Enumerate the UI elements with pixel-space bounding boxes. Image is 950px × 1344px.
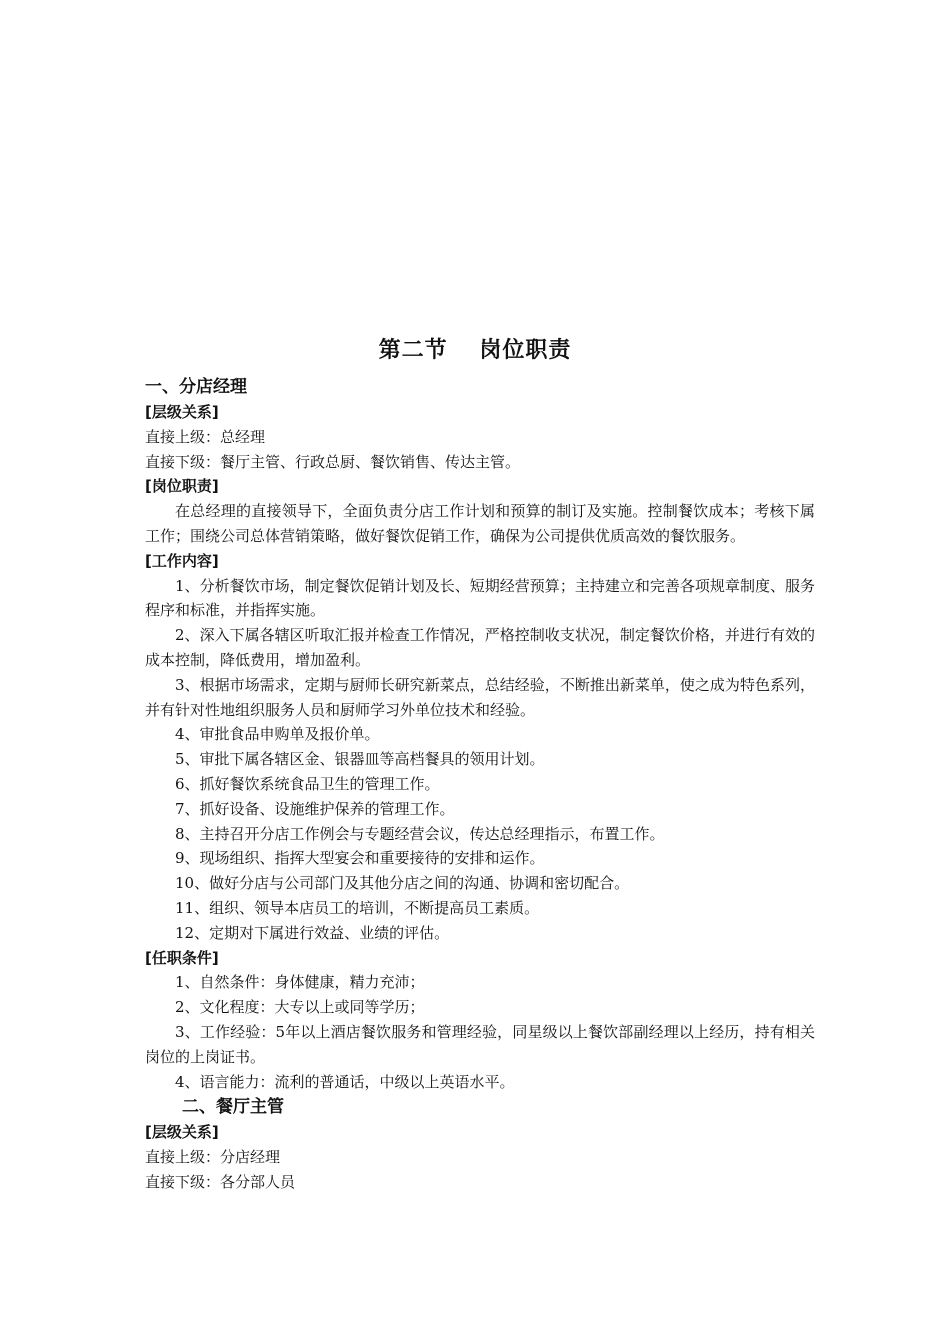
hierarchy-label: [层级关系] (145, 403, 219, 421)
direct-superior: 直接上级：分店经理 (145, 1148, 281, 1167)
requirement-item: 3、工作经验：5年以上酒店餐饮服务和管理经验，同星级以上餐饮部副经理以上经历，持有相关岗位的上岗证书。 (145, 1022, 815, 1066)
work-item: 12、定期对下属进行效益、业绩的评估。 (175, 923, 450, 942)
work-item: 7、抓好设备、设施维护保养的管理工作。 (175, 799, 455, 818)
work-item: 11、组织、领导本店员工的培训，不断提高员工素质。 (175, 898, 540, 917)
page-title: 第二节 岗位职责 (378, 338, 572, 363)
requirement-item: 2、文化程度：大专以上或同等学历； (175, 998, 425, 1017)
direct-subordinate: 直接下级：餐厅主管、行政总厨、餐饮销售、传达主管。 (145, 452, 521, 471)
work-item: 6、抓好餐饮系统食品卫生的管理工作。 (175, 774, 440, 793)
requirement-item: 1、自然条件：身体健康，精力充沛； (175, 973, 425, 992)
duty-label: [岗位职责] (145, 477, 219, 496)
direct-subordinate: 直接下级：各分部人员 (145, 1172, 296, 1191)
direct-superior: 直接上级：总经理 (145, 427, 266, 446)
duty-paragraph: 在总经理的直接领导下，全面负责分店工作计划和预算的制订及实施。控制餐饮成本；考核下属工作；围绕公司总体营销策略，做好餐饮促销工作，确保为公司提供优质高效的餐饮服务。 (145, 502, 815, 545)
hierarchy-label: [层级关系] (145, 1123, 219, 1142)
work-item: 5、审批下属各辖区金、银器皿等高档餐具的领用计划。 (175, 750, 545, 769)
work-item: 2、深入下属各辖区听取汇报并检查工作情况，严格控制收支状况，制定餐饮价格，并进行有效的成本控制，降低费用，增加盈利。 (145, 626, 815, 669)
work-item: 9、现场组织、指挥大型宴会和重要接待的安排和运作。 (175, 849, 545, 868)
section-heading-restaurant-supervisor: 二、餐厅主管 (182, 1097, 284, 1118)
work-item: 10、做好分店与公司部门及其他分店之间的沟通、协调和密切配合。 (175, 874, 630, 893)
requirements-label: [任职条件] (145, 948, 219, 967)
requirement-item: 4、语言能力：流利的普通话，中级以上英语水平。 (175, 1072, 515, 1091)
work-item: 4、审批食品申购单及报价单。 (175, 725, 380, 744)
work-item: 3、根据市场需求，定期与厨师长研究新菜点，总结经验，不断推出新菜单，使之成为特色系列，并有针对性地组织服务人员和厨师学习外单位技术和经验。 (145, 675, 815, 719)
work-item: 1、分析餐饮市场，制定餐饮促销计划及长、短期经营预算；主持建立和完善各项规章制度、服务程序和标准，并指挥实施。 (145, 576, 815, 620)
work-item: 8、主持召开分店工作例会与专题经营会议，传达总经理指示，布置工作。 (175, 824, 665, 843)
section-heading-branch-manager: 一、分店经理 (145, 377, 247, 397)
document-body (145, 374, 815, 1195)
work-content-label: [工作内容] (145, 551, 219, 570)
